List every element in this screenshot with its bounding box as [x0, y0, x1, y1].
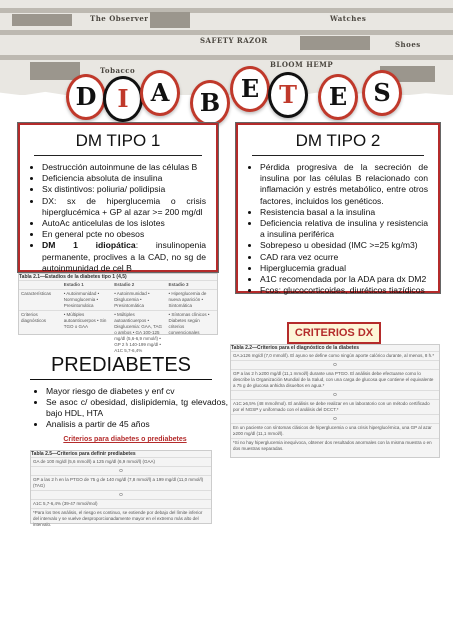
title-letter: T: [268, 72, 308, 118]
title-letter: E: [318, 74, 358, 120]
title-letter: D: [66, 74, 106, 120]
headline: BLOOM HEMP: [270, 60, 334, 69]
table-prediabetes: [30, 450, 212, 527]
table-row: En un paciente con síntomas clásicos de hiperglucemia o una crisis hiperglucémica, una GP al azar ≥200 mg/dl (11,1 mmol/l).: [231, 423, 439, 438]
table-cell: [21, 282, 60, 288]
table-row: O: [231, 414, 439, 423]
dm2-list: [238, 162, 438, 296]
table-title: Tabla 2.5—Criterios para definir prediabetes: [31, 451, 136, 457]
table-cell: • Hiperglucemia de nueva aparición • Sintomática: [168, 291, 207, 308]
list-item: • CAD rara vez ocurre: [260, 252, 428, 263]
list-item: • Pérdida progresiva de la secreción de insulina por las células B relacionado con inflamación y estrés metabólico, entre otros factores, incluidos los genéticos.: [260, 162, 428, 207]
divider: [252, 155, 424, 156]
table-cell: • Autoinmunidad • Disglucemia • Presintomática: [114, 291, 150, 308]
title-letter: A: [140, 70, 180, 116]
table-row: A1C 5,7-6,4% (39-47 mmol/mol): [31, 499, 211, 508]
table-header: Estadio 3: [168, 282, 189, 287]
dm1-list: [20, 162, 216, 274]
list-item: • Destrucción autoinmune de las células B: [42, 162, 206, 173]
table-row: [19, 280, 217, 289]
divider: [34, 155, 202, 156]
table-row: O: [231, 360, 439, 369]
table-cell: • Múltiples autoanticuerpos • Sin TGO o GAA: [63, 312, 107, 329]
list-item: [42, 240, 206, 274]
headline: Shoes: [395, 40, 421, 49]
table-row: [19, 310, 217, 355]
divider: [30, 379, 212, 380]
table-row: *Para los tres análisis, el riesgo es continuo, se extiende por debajo del límite inferior del intervalo y se vuelve desproporcionadamente mayor en el extremo más alto del intervalo.: [31, 508, 211, 529]
table-row: [19, 289, 217, 310]
headline: SAFETY RAZOR: [200, 36, 268, 45]
prediabetes-title: PREDIABETES: [50, 354, 192, 376]
list-item: • DX: sx de hiperglucemia o crisis hiperglucémica + GP al azar >= 200 mg/dl: [42, 196, 206, 218]
table-cell: • Síntomas clínicos • Diabetes según criterios convencionales: [168, 312, 210, 335]
table-stages: [18, 273, 218, 353]
headline: Watches: [330, 14, 367, 23]
table-cell: Características: [21, 291, 52, 296]
list-item: • Hiperglucemia gradual: [260, 263, 428, 274]
bold-prefix: DM 1 idiopática: [42, 240, 136, 251]
table-row: GA de 100 mg/dl (5,6 mmol/l) a 125 mg/dl (6,9 mmol/l) (GAA): [31, 457, 211, 466]
table-row: O: [231, 390, 439, 399]
table-row: *Si no hay hiperglucemia inequívoca, obtener dos resultados anormales con la misma muestra o en dos muestras separadas.: [231, 438, 439, 453]
table-cell: Criterios diagnósticos: [21, 312, 47, 323]
list-item: • Resistencia basal a la insulina: [260, 207, 428, 218]
table-row: O: [31, 490, 211, 499]
title-letter: I: [103, 76, 143, 122]
headline: The Observer: [90, 14, 149, 23]
list-item: • AutoAc anticelulas de los islotes: [42, 218, 206, 229]
dm2-title: DM TIPO 2: [295, 131, 381, 150]
list-item: • Deficiencia relativa de insulina y resistencia a insulina periférica: [260, 218, 428, 240]
title-letter: B: [190, 80, 230, 126]
criterios-dx-label: CRITERIOS DX: [287, 322, 381, 344]
list-item: • Sx distintivos: poliuria/ polidipsia: [42, 184, 206, 195]
table-header: Estadio 2: [114, 282, 135, 287]
table-title: Tabla 2.1—Estadios de la diabetes tipo 1 (4,5): [19, 274, 127, 280]
title-letter: E: [230, 66, 270, 112]
table-title: Tabla 2.2—Criterios para el diagnóstico de la diabetes: [231, 345, 360, 351]
table-row: GA ≥126 mg/dl (7,0 mmol/l). El ayuno se define como ningún aporte calórico durante, al menos, 8 h.*: [231, 351, 439, 360]
table-dx-criteria: [230, 344, 440, 458]
item-rest: : insulinopenia permanente, proclives a la CAD, no sg de autoinmunidad de cel B: [42, 240, 207, 273]
list-item: • En general pcte no obesos: [42, 229, 206, 240]
list-item: • Se asoc c/ obesidad, dislipidemia, tg elevados, bajo HDL, HTA: [46, 397, 228, 419]
list-item: • Mayor riesgo de diabetes y enf cv: [46, 386, 228, 397]
title-letter: S: [362, 70, 402, 116]
criterios-prediabetes-title: Criterios para diabetes o prediabetes: [63, 436, 187, 443]
table-cell: • Múltiples autoanticuerpos • Disglucemia: GAA, TAG o ambos • GA 100-125 mg/dl (5,6-6,9 mmol/l) • GP 2 h 140-199 mg/dl • A1C 5,7-6,4%: [114, 312, 163, 353]
list-item: • Fcos: glucocorticoides, diuréticos tiazídicos: [260, 285, 428, 296]
table-row: O: [31, 466, 211, 475]
dm1-title: DM TIPO 1: [75, 131, 161, 150]
list-item: • Analisis a partir de 45 años: [46, 419, 228, 430]
dm2-box: [236, 123, 440, 296]
list-item: • Deficiencia absoluta de insulina: [42, 173, 206, 184]
table-cell: • Autoinmunidad • Normoglucemia • Presintomática: [63, 291, 100, 308]
table-row: A1C ≥6,5% (48 mmol/mol). El análisis se debe realizar en un laboratorio con un método certificado por el NGSP y uniformado con el análisis del DCCT.*: [231, 399, 439, 414]
list-item: • Sobrepeso u obesidad (IMC >=25 kg/m3): [260, 240, 428, 251]
table-row: GP a las 2 h ≥200 mg/dl (11,1 mmol/l) durante una PTGO. El análisis debe efectuarse como lo describe la Organización Mundial de la Salud, con una carga de glucosa que contiene el equivalente a 75 g de glucosa anhidra disueltos en agua.*: [231, 369, 439, 390]
table-header: Estadio 1: [63, 282, 84, 287]
table-row: GP a las 2 h en la PTGO de 75 g de 140 mg/dl (7,8 mmol/l) a 199 mg/dl (11,0 mmol/l) (TAG): [31, 475, 211, 490]
prediabetes-list: [32, 386, 228, 430]
dm1-box: [18, 123, 218, 272]
list-item: • A1C recomendada por la ADA para dx DM2: [260, 274, 428, 285]
headline: Tobacco: [100, 66, 136, 75]
